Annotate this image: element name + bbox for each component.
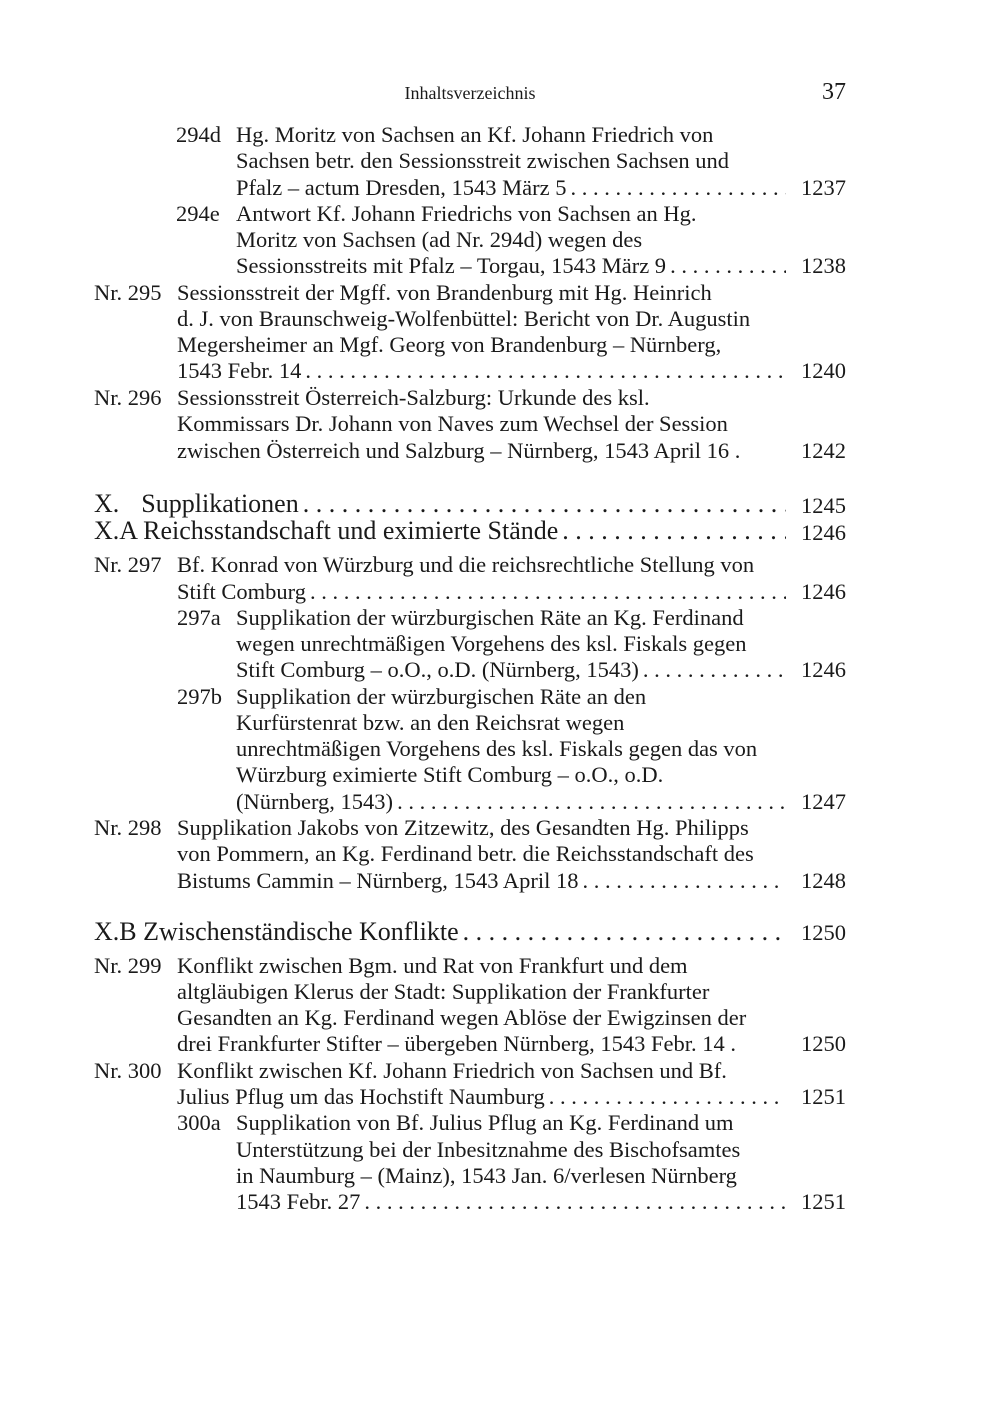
entry-line-leader	[177, 579, 786, 605]
entry-label: 297a	[177, 605, 221, 630]
entry-line: Sachsen betr. den Sessionsstreit zwischen Sachsen und	[236, 148, 730, 173]
entry-label: Nr. 296	[94, 385, 162, 410]
entry-line: Sessionsstreit der Mgff. von Brandenburg mit Hg. Heinrich	[177, 280, 712, 305]
dot-leader	[567, 175, 786, 201]
entry-line: Konflikt zwischen Kf. Johann Friedrich von Sachsen und Bf.	[177, 1058, 727, 1083]
entry-line: Sessionsstreit Österreich-Salzburg: Urkunde des ksl.	[177, 385, 650, 410]
entry-line: d. J. von Braunschweig-Wolfenbüttel: Bericht von Dr. Augustin	[177, 306, 751, 331]
entry-line-leader	[236, 789, 786, 815]
dot-leader	[360, 1189, 786, 1215]
entry-label: 294d	[176, 122, 221, 147]
section-heading	[94, 489, 786, 519]
dot-leader	[459, 917, 786, 947]
entry-line: Antwort Kf. Johann Friedrichs von Sachsen an Hg.	[236, 201, 697, 226]
entry-line: Bistums Cammin – Nürnberg, 1543 April 18	[177, 868, 579, 893]
entry-line: Julius Pflug um das Hochstift Naumburg	[177, 1084, 545, 1109]
entry-line: von Pommern, an Kg. Ferdinand betr. die Reichsstandschaft des	[177, 841, 754, 866]
entry-line: Sessionsstreits mit Pfalz – Torgau, 1543 März 9	[236, 253, 667, 278]
section-title: Supplikationen	[141, 489, 299, 518]
entry-line: wegen unrechtmäßigen Vorgehens des ksl. Fiskals gegen	[236, 631, 747, 656]
dot-leader	[558, 516, 786, 546]
entry-line: Supplikation der würzburgischen Räte an Kg. Ferdinand	[236, 605, 744, 630]
entry-line: drei Frankfurter Stifter – übergeben Nürnberg, 1543 Febr. 14 .	[177, 1031, 737, 1056]
entry-line: Stift Comburg	[177, 579, 306, 604]
entry-label: 297b	[177, 684, 222, 709]
entry-page: 1240	[801, 358, 846, 383]
entry-label: Nr. 297	[94, 552, 162, 577]
entry-label: Nr. 298	[94, 815, 162, 840]
entry-page: 1248	[801, 868, 846, 893]
entry-line-leader	[236, 175, 786, 201]
dot-leader	[639, 657, 786, 683]
entry-line: Konflikt zwischen Bgm. und Rat von Frankfurt und dem	[177, 953, 688, 978]
entry-page: 1246	[801, 657, 846, 682]
header-title: Inhaltsverzeichnis	[404, 83, 536, 103]
entry-line: Stift Comburg – o.O., o.D. (Nürnberg, 1543)	[236, 657, 639, 682]
entry-line: 1543 Febr. 27	[236, 1189, 361, 1214]
page-number: 37	[822, 79, 846, 105]
entry-line: Würzburg eximierte Stift Comburg – o.O., o.D.	[236, 762, 664, 787]
entry-line-leader	[236, 253, 786, 279]
entry-line: Pfalz – actum Dresden, 1543 März 5	[236, 175, 567, 200]
entry-line-leader	[177, 358, 786, 384]
dot-leader	[545, 1084, 786, 1110]
entry-page: 1250	[801, 1031, 846, 1056]
entry-line: in Naumburg – (Mainz), 1543 Jan. 6/verlesen Nürnberg	[236, 1163, 737, 1188]
entry-label: Nr. 295	[94, 280, 162, 305]
entry-line-leader	[177, 1084, 786, 1110]
entry-line: altgläubigen Klerus der Stadt: Supplikation der Frankfurter	[177, 979, 710, 1004]
section-title: X.B Zwischenständische Konflikte	[94, 917, 459, 946]
entry-line: Kommissars Dr. Johann von Naves zum Wechsel der Session	[177, 411, 728, 436]
entry-label: Nr. 299	[94, 953, 162, 978]
section-heading	[94, 917, 786, 947]
entry-page: 1246	[801, 579, 846, 604]
entry-line: Bf. Konrad von Würzburg und die reichsrechtliche Stellung von	[177, 552, 755, 577]
dot-leader	[301, 358, 786, 384]
entry-line-leader	[236, 1189, 786, 1215]
entry-line-leader	[177, 868, 786, 894]
entry-page: 1251	[801, 1189, 846, 1214]
entry-line: Supplikation der würzburgischen Räte an den	[236, 684, 647, 709]
entry-line: Moritz von Sachsen (ad Nr. 294d) wegen des	[236, 227, 643, 252]
section-number: X.	[94, 489, 120, 518]
entry-line: Supplikation Jakobs von Zitzewitz, des Gesandten Hg. Philipps	[177, 815, 749, 840]
entry-label: 294e	[176, 201, 220, 226]
entry-label: Nr. 300	[94, 1058, 162, 1083]
entry-line: (Nürnberg, 1543)	[236, 789, 394, 814]
entry-page: 1238	[801, 253, 846, 278]
entry-line-leader	[236, 657, 786, 683]
dot-leader	[666, 253, 786, 279]
entry-line: Supplikation von Bf. Julius Pflug an Kg. Ferdinand um	[236, 1110, 734, 1135]
dot-leader	[393, 789, 786, 815]
dot-leader	[299, 489, 786, 519]
section-heading	[94, 516, 786, 546]
entry-line: unrechtmäßigen Vorgehens des ksl. Fiskals gegen das von	[236, 736, 758, 761]
entry-label: 300a	[177, 1110, 221, 1135]
entry-line: Kurfürstenrat bzw. an den Reichsrat wegen	[236, 710, 625, 735]
entry-line: Unterstützung bei der Inbesitznahme des Bischofsamtes	[236, 1137, 741, 1162]
entry-line: 1543 Febr. 14	[177, 358, 302, 383]
entry-page: 1247	[801, 789, 846, 814]
entry-line: Megersheimer an Mgf. Georg von Brandenburg – Nürnberg,	[177, 332, 722, 357]
entry-page: 1237	[801, 175, 846, 200]
entry-page: 1251	[801, 1084, 846, 1109]
dot-leader	[578, 868, 786, 894]
entry-line: zwischen Österreich und Salzburg – Nürnberg, 1543 April 16 .	[177, 438, 741, 463]
entry-page: 1245	[801, 493, 846, 518]
dot-leader	[306, 579, 786, 605]
section-title: X.A Reichsstandschaft und eximierte Stände	[94, 516, 559, 545]
entry-page: 1242	[801, 438, 846, 463]
entry-page: 1250	[801, 920, 846, 945]
entry-line: Hg. Moritz von Sachsen an Kf. Johann Friedrich von	[236, 122, 714, 147]
entry-line: Gesandten an Kg. Ferdinand wegen Ablöse der Ewigzinsen der	[177, 1005, 747, 1030]
entry-page: 1246	[801, 520, 846, 545]
